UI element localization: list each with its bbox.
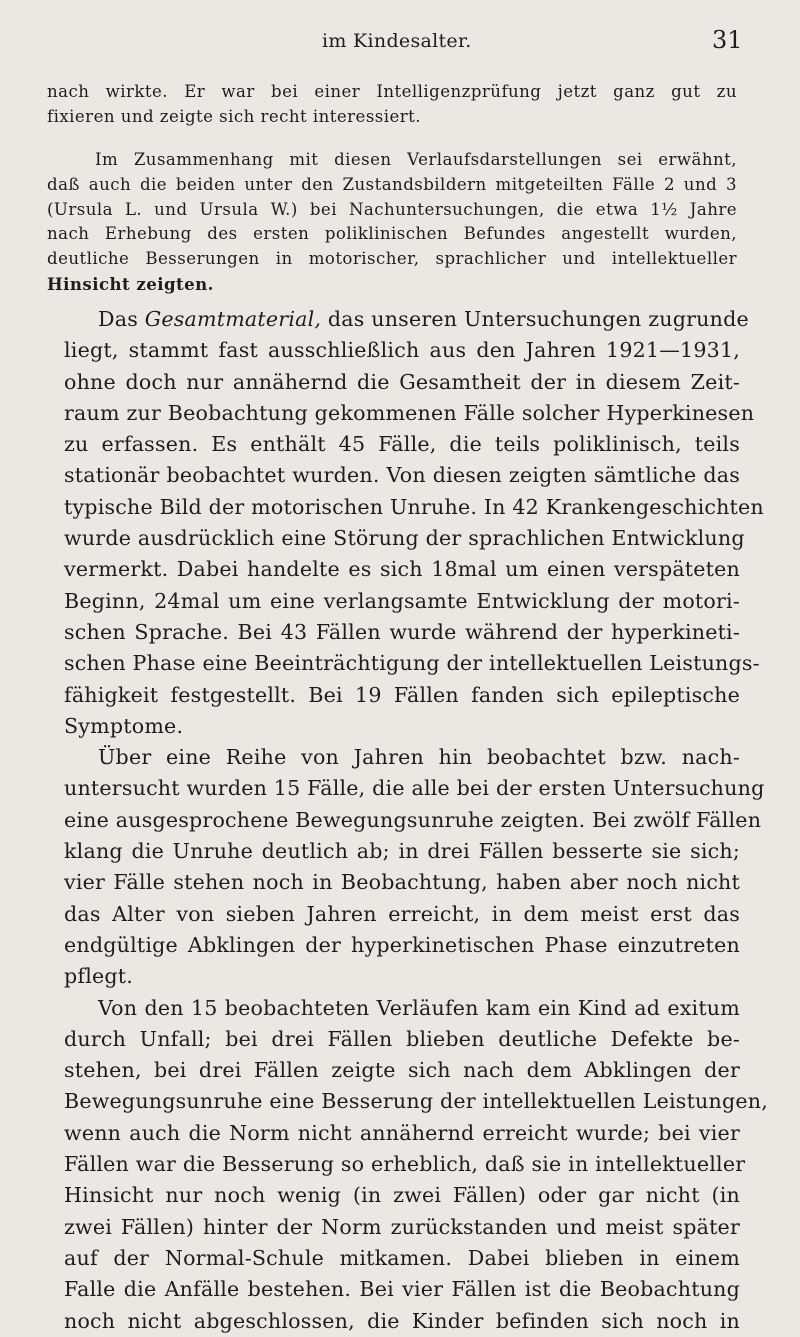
text-line: vier Fälle stehen noch in Beobachtung, haben aber noch nicht [64,870,740,895]
text-line: fähigkeit festgestellt. Bei 19 Fällen fanden sich epileptische [64,682,740,707]
text-line: pflegt. [64,964,133,989]
text-line: deutliche Besserungen in motorischer, sprachlicher und intellektueller [47,249,737,269]
text-line: Hinsicht nur noch wenig (in zwei Fällen) oder gar nicht (in [64,1183,740,1208]
text-line: Von den 15 beobachteten Verläufen kam ein Kind ad exitum [98,995,740,1020]
text-line: ohne doch nur annähernd die Gesamtheit der in diesem Zeit- [64,369,740,394]
text-line: untersucht wurden 15 Fälle, die alle bei der ersten Untersuchung [64,776,765,801]
text-line: Falle die Anfälle bestehen. Bei vier Fällen ist die Beobachtung [64,1277,740,1302]
text-line: das Alter von sieben Jahren erreicht, in dem meist erst das [64,901,740,926]
running-title: im Kindesalter. [322,30,472,52]
main-text [64,304,768,1337]
text-line: noch nicht abgeschlossen, die Kinder befinden sich noch in [64,1308,740,1333]
text-line: durch Unfall; bei drei Fällen blieben deutliche Defekte be- [64,1026,740,1051]
italic-term: Gesamtmaterial, [144,307,322,331]
text-line: daß auch die beiden unter den Zustandsbildern mitgeteilten Fälle 2 und 3 [47,174,737,194]
text-line: Bewegungsunruhe eine Besserung der intellektuellen Leistungen, [64,1089,768,1114]
paragraph-verlaeufe [64,993,768,1337]
text-line: vermerkt. Dabei handelte es sich 18mal um einen verspäteten [64,557,740,582]
text-line: fixieren und zeigte sich recht interessiert. [47,106,421,126]
text-line: eine ausgesprochene Bewegungsunruhe zeigten. Bei zwölf Fällen [64,807,762,832]
text-line [64,304,749,335]
followup-note-paragraph [47,148,737,297]
text-line: liegt, stammt fast ausschließlich aus den Jahren 1921—1931, [64,338,740,363]
text-line: endgültige Abklingen der hyperkinetischen Phase einzutreten [64,932,740,957]
text-segment: das unseren Untersuchungen zugrunde [321,307,749,331]
text-line: Fällen war die Besserung so erheblich, daß sie in intellektueller [64,1152,746,1177]
text-line: klang die Unruhe deutlich ab; in drei Fällen besserte sie sich; [64,839,740,864]
text-line: Über eine Reihe von Jahren hin beobachtet bzw. nach- [98,745,740,770]
text-line: zu erfassen. Es enthält 45 Fälle, die teils poliklinisch, teils [64,432,740,457]
text-line: Hinsicht zeigten. [47,273,214,294]
text-line: wurde ausdrücklich eine Störung der sprachlichen Entwicklung [64,526,745,551]
page-header [0,26,800,58]
text-line: stehen, bei drei Fällen zeigte sich nach dem Abklingen der [64,1058,740,1083]
text-line: Beginn, 24mal um eine verlangsamte Entwicklung der motori- [64,588,740,613]
text-line: Im Zusammenhang mit diesen Verlaufsdarstellungen sei erwähnt, [95,150,737,169]
case-continuation-paragraph [47,80,737,130]
text-line: auf der Normal-Schule mitkamen. Dabei blieben in einem [64,1245,740,1270]
text-line: schen Phase eine Beeinträchtigung der intellektuellen Leistungs- [64,651,760,676]
text-segment: Das [98,307,145,331]
text-line: schen Sprache. Bei 43 Fällen wurde während der hyperkineti- [64,619,740,644]
text-line: nach Erhebung des ersten poliklinischen Befundes angestellt wurden, [47,224,737,244]
text-line: Symptome. [64,713,184,738]
text-line: nach wirkte. Er war bei einer Intelligenzprüfung jetzt ganz gut zu [47,82,737,101]
text-line: typische Bild der motorischen Unruhe. In 42 Krankengeschichten [64,494,764,519]
text-line: wenn auch die Norm nicht annähernd erreicht wurde; bei vier [64,1120,740,1145]
text-line: (Ursula L. und Ursula W.) bei Nachuntersuchungen, die etwa 1½ Jahre [47,199,737,219]
page-number: 31 [712,26,743,54]
paragraph-gesamtmaterial [64,304,764,742]
text-line: zwei Fällen) hinter der Norm zurückstanden und meist später [64,1214,740,1239]
text-line: raum zur Beobachtung gekommenen Fälle solcher Hyperkinesen [64,400,755,425]
text-line: stationär beobachtet wurden. Von diesen zeigten sämtliche das [64,463,740,488]
paragraph-beobachtung [64,742,765,992]
